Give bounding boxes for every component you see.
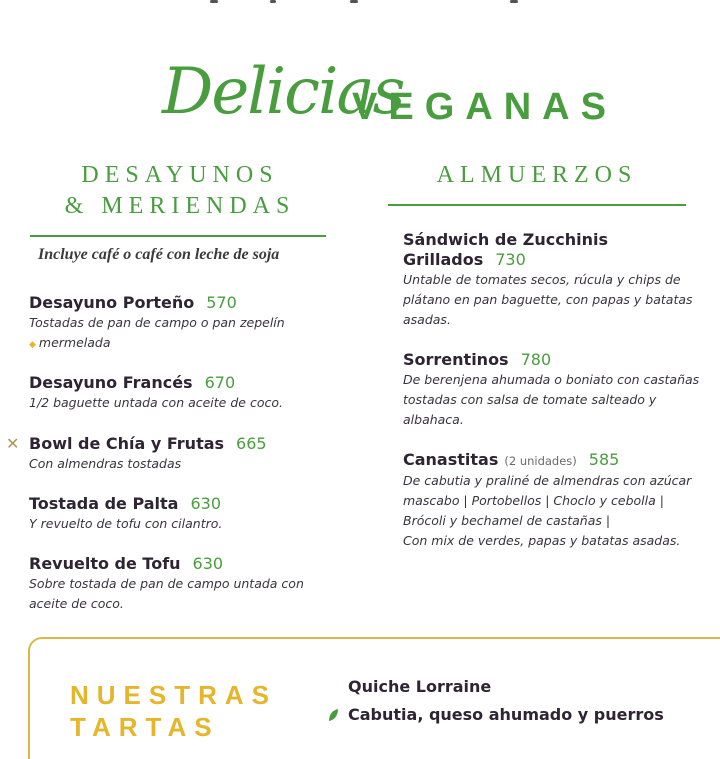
item-name: Desayuno Francés	[29, 373, 193, 392]
item-desc: Sobre tostada de pan de campo untada con	[29, 576, 304, 591]
tarta-item: Quiche Lorraine	[348, 677, 492, 696]
item-price: 585	[588, 450, 620, 469]
leaf-icon	[327, 707, 339, 721]
breakfast-heading-line1: DESAYUNOS	[81, 162, 279, 188]
menu-item	[403, 230, 713, 330]
item-desc: aceite de coco.	[29, 596, 124, 611]
item-price: 780	[520, 350, 552, 369]
breakfast-note: Incluye café o café con leche de soja	[38, 246, 280, 263]
item-price: 670	[204, 373, 236, 392]
item-desc: mermelada	[38, 335, 111, 350]
lunch-heading: ALMUERZOS	[436, 162, 638, 188]
tartas-heading-line2: TARTAS	[70, 712, 220, 742]
item-desc: plátano en pan baguette, con papas y batatas	[403, 292, 693, 307]
breakfast-rule	[30, 235, 326, 237]
tarta-item: Cabutia, queso ahumado y puerros	[348, 705, 664, 724]
cross-mark-icon: ✕	[6, 434, 20, 453]
item-desc: mascabo | Portobellos | Choclo y cebolla |	[403, 493, 664, 508]
item-desc: De cabutia y praliné de almendras con azúcar	[403, 473, 692, 488]
menu-item	[29, 554, 349, 614]
breakfast-heading	[30, 160, 330, 222]
item-price: 630	[190, 494, 222, 513]
item-desc: tostadas con salsa de tomate salteado y	[403, 392, 657, 407]
item-name: Grillados	[403, 250, 484, 269]
item-name: Sorrentinos	[403, 350, 509, 369]
item-name: Sándwich de Zucchinis	[403, 230, 608, 249]
breakfast-heading-line2: & MERIENDAS	[64, 193, 296, 220]
item-desc: 1/2 baguette untada con aceite de coco.	[29, 395, 283, 410]
menu-item	[29, 434, 349, 474]
top-edge-marks	[210, 0, 510, 4]
menu-item	[29, 494, 349, 534]
item-desc: De berenjena ahumada o boniato con castañas	[403, 372, 700, 387]
lunch-rule	[388, 204, 686, 206]
bullet-icon: ◆	[29, 340, 36, 350]
tartas-heading-line1: NUESTRAS	[70, 680, 278, 710]
item-price: 730	[495, 250, 526, 269]
item-name: Bowl de Chía y Frutas	[29, 434, 225, 453]
item-desc: Tostadas de pan de campo o pan zepelín	[29, 315, 285, 330]
item-desc: albahaca.	[403, 412, 464, 427]
item-units: (2 unidades)	[504, 454, 577, 468]
item-price: 570	[206, 293, 237, 312]
item-desc: Con mix de verdes, papas y batatas asadas.	[403, 533, 681, 548]
item-name: Revuelto de Tofu	[29, 554, 181, 573]
menu-item	[403, 350, 713, 430]
title-script: Delicias	[162, 55, 404, 129]
title-caps: VEGANAS	[352, 86, 617, 128]
item-name: Tostada de Palta	[29, 494, 179, 513]
item-price: 630	[192, 554, 224, 573]
item-name: Canastitas	[403, 450, 499, 469]
menu-item	[403, 450, 713, 551]
item-name: Desayuno Porteño	[29, 293, 195, 312]
menu-item	[29, 293, 349, 355]
menu-item	[29, 373, 349, 413]
item-desc: Y revuelto de tofu con cilantro.	[29, 516, 223, 531]
item-desc: Untable de tomates secos, rúcula y chips de	[403, 272, 681, 287]
item-desc: Con almendras tostadas	[29, 456, 182, 471]
item-desc: asadas.	[403, 312, 451, 327]
item-price: 665	[236, 434, 267, 453]
item-desc: Brócoli y bechamel de castañas |	[403, 513, 611, 528]
